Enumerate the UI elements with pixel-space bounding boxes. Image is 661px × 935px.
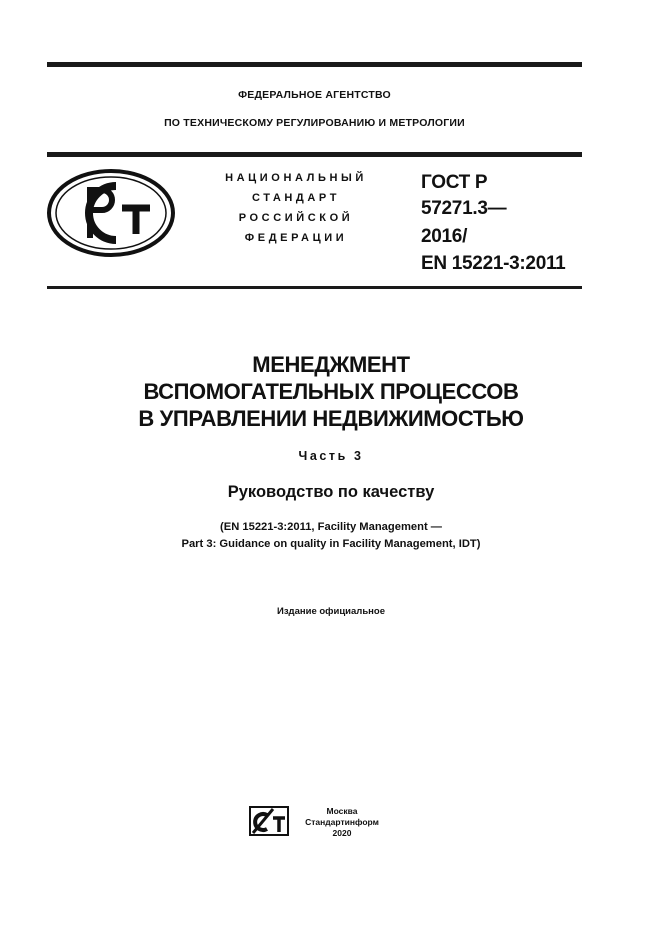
gost-designation-line-1: ГОСТ Р	[421, 172, 488, 193]
original-standard-line-2: Part 3: Guidance on quality in Facility Management, IDT)	[181, 538, 481, 550]
gost-designation-line-2: 57271.3—	[421, 198, 507, 219]
publisher-name: Стандартинформ	[305, 817, 379, 827]
gost-designation-line-3: 2016/	[421, 226, 468, 247]
publisher-city: Москва	[326, 806, 358, 816]
top-rule	[47, 62, 582, 67]
publication-year: 2020	[332, 828, 352, 838]
original-standard-line-1: (EN 15221-3:2011, Facility Management —	[220, 521, 442, 533]
middle-rule	[47, 152, 582, 157]
document-subtitle: Руководство по качеству	[227, 483, 435, 501]
national-standard-line-2: СТАНДАРТ	[251, 192, 341, 204]
national-standard-line-4: ФЕДЕРАЦИИ	[244, 232, 348, 244]
document-title-line-1: МЕНЕДЖМЕНТ	[252, 352, 410, 377]
gost-r-certification-mark-icon	[46, 168, 176, 258]
document-title-line-2: ВСПОМОГАТЕЛЬНЫХ ПРОЦЕССОВ	[143, 379, 519, 404]
part-number: Часть 3	[298, 449, 364, 463]
gost-designation-line-4: EN 15221-3:2011	[421, 253, 566, 274]
agency-line-2: ПО ТЕХНИЧЕСКОМУ РЕГУЛИРОВАНИЮ И МЕТРОЛОГИИ	[164, 117, 465, 129]
document-title-line-3: В УПРАВЛЕНИИ НЕДВИЖИМОСТЬЮ	[138, 406, 524, 431]
agency-line-1: ФЕДЕРАЛЬНОЕ АГЕНТСТВО	[238, 89, 391, 101]
lower-rule	[47, 286, 582, 289]
national-standard-line-1: НАЦИОНАЛЬНЫЙ	[225, 172, 367, 184]
edition-label: Издание официальное	[277, 606, 385, 617]
national-standard-line-3: РОССИЙСКОЙ	[238, 212, 354, 224]
standartinform-logo-icon	[249, 806, 289, 836]
